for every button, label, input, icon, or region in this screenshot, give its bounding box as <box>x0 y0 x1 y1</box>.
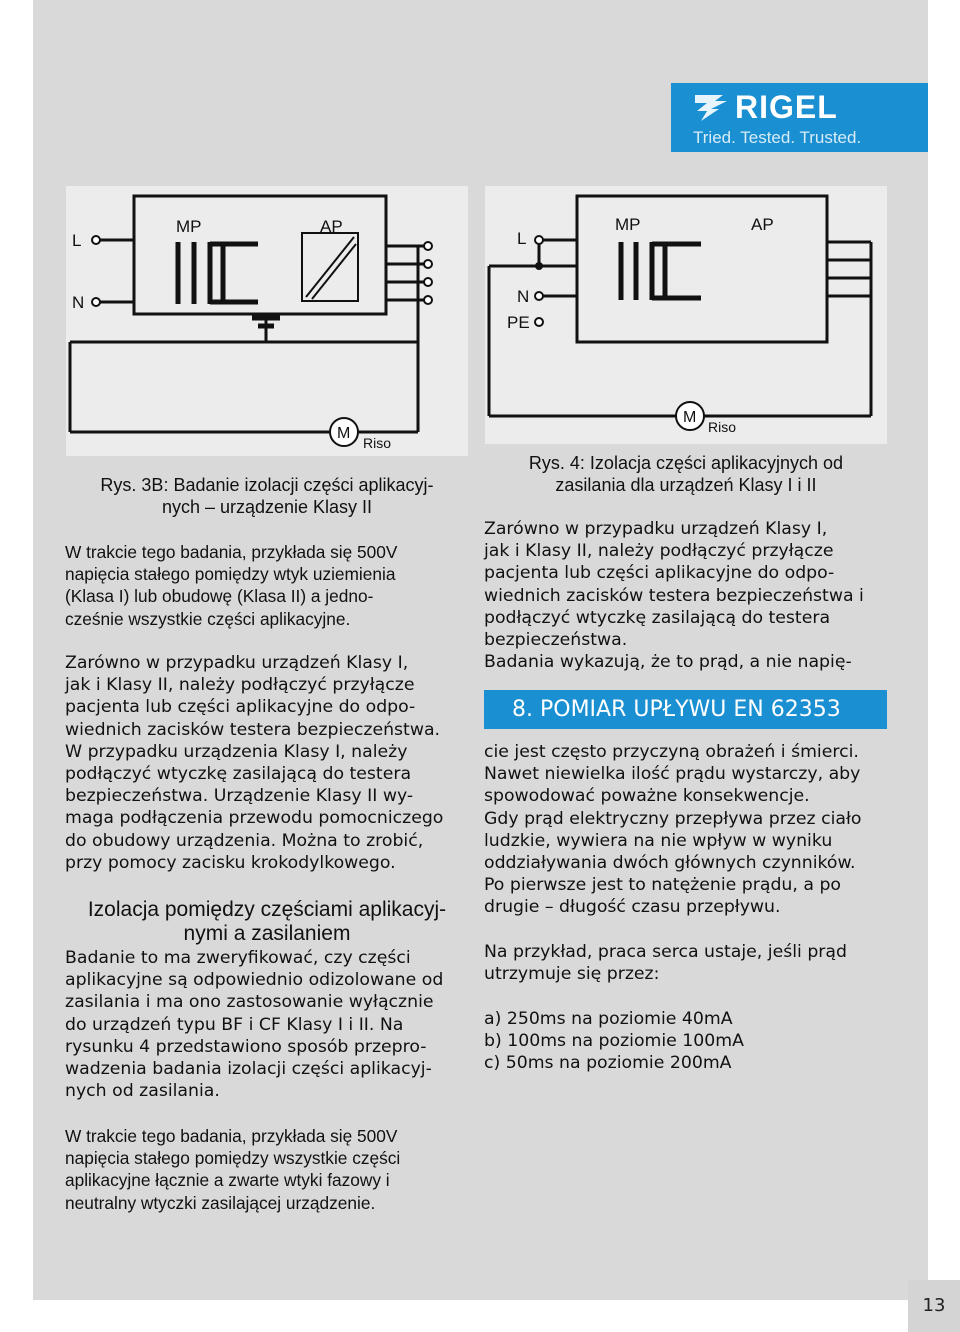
text-line: utrzymuje się przez: <box>484 964 660 985</box>
page-number: 13 <box>922 1295 946 1316</box>
fig4-label-m: M <box>683 409 697 426</box>
text-line: Na przykład, praca serca ustaje, jeśli prąd <box>484 942 847 962</box>
text-line: neutralny wtyczki zasilającej urządzenie. <box>65 1192 376 1213</box>
section-title-bar <box>484 690 887 729</box>
text-line: Nawet niewielka ilość prądu wystarczy, aby <box>484 764 861 785</box>
text-line: jak i Klasy II, należy podłączyć przyłącze <box>484 541 834 562</box>
fig4-label-riso: Riso <box>708 419 737 435</box>
figure-3b-diagram <box>66 186 468 456</box>
left-paragraph-4 <box>65 1125 400 1214</box>
text-line: aplikacyjne łącznie a zwarte wtyki fazowy i <box>65 1170 390 1191</box>
text-line: napięcia stałego pomiędzy wszystkie części <box>65 1148 401 1169</box>
text-line: przy pomocy zacisku krokodylkowego. <box>65 852 396 873</box>
text-line: W trakcie tego badania, przykłada się 500V <box>65 1126 398 1146</box>
text-line: podłączyć wtyczkę zasilającą do testera <box>484 607 831 628</box>
text-line: Zarówno w przypadku urządzeń Klasy I, <box>484 519 828 539</box>
right-paragraph-2 <box>484 741 861 919</box>
caption-line: zasilania dla urządzeń Klasy I i II <box>555 475 817 496</box>
text-line: (Klasa I) lub obudowę (Klasa II) a jedno- <box>65 586 374 607</box>
page-number-box <box>908 1280 960 1332</box>
list-item: c) 50ms na poziomie 200mA <box>484 1053 732 1074</box>
text-line: Badanie to ma zweryfikować, czy części <box>65 948 411 968</box>
text-line: nych od zasilania. <box>65 1081 220 1102</box>
text-line: cie jest często przyczyną obrażeń i śmierci. <box>484 742 859 762</box>
fig3b-label-n: N <box>72 293 85 312</box>
fig3b-label-riso: Riso <box>363 435 392 451</box>
text-line: napięcia stałego pomiędzy wtyk uziemienia <box>65 564 396 585</box>
right-list <box>484 1008 744 1075</box>
section-title: 8. POMIAR UPŁYWU EN 62353 <box>512 697 841 722</box>
text-line: do obudowy urządzenia. Można to zrobić, <box>65 830 424 851</box>
left-paragraph-1 <box>65 541 397 630</box>
caption-line: nych – urządzenie Klasy II <box>161 497 373 518</box>
text-line: oddziaływania dwóch głównych czynników. <box>484 853 856 874</box>
figure-4-diagram <box>485 186 887 444</box>
text-line: aplikacyjne są odpowiednio odizolowane od <box>65 970 444 991</box>
text-line: Gdy prąd elektryczny przepływa przez ciało <box>484 808 862 829</box>
figure-3b-caption <box>66 474 468 518</box>
left-paragraph-2 <box>65 652 443 874</box>
text-line: cześnie wszystkie części aplikacyjne. <box>65 608 351 629</box>
right-paragraph-3 <box>484 941 847 985</box>
fig4-label-ap: AP <box>751 215 774 234</box>
caption-line: Rys. 4: Izolacja części aplikacyjnych od <box>528 453 844 473</box>
rigel-bird-icon <box>693 91 729 123</box>
heading-line: Izolacja pomiędzy częściami aplikacyj- <box>87 898 447 921</box>
fig3b-label-l: L <box>72 231 82 250</box>
text-line: W przypadku urządzenia Klasy I, należy <box>65 741 408 762</box>
text-line: zasilania i ma ono zastosowanie wyłącznie <box>65 992 434 1013</box>
rigel-logo <box>671 83 928 152</box>
fig4-label-mp: MP <box>615 215 641 234</box>
caption-line: Rys. 3B: Badanie izolacji części aplikacyj- <box>100 475 434 495</box>
heading-line: nymi a zasilaniem <box>183 922 351 945</box>
text-line: spowodować poważne konsekwencje. <box>484 786 810 807</box>
text-line: Badania wykazują, że to prąd, a nie napię- <box>484 652 852 673</box>
fig4-label-l: L <box>517 229 527 248</box>
fig3b-label-mp: MP <box>176 217 202 236</box>
text-line: bezpieczeństwa. <box>484 630 628 651</box>
text-line: wiednich zacisków testera bezpieczeństwa i <box>484 585 864 606</box>
text-line: Zarówno w przypadku urządzeń Klasy I, <box>65 653 409 673</box>
fig3b-label-ap: AP <box>320 217 343 236</box>
right-paragraph-1 <box>484 518 864 673</box>
figure-4-caption <box>485 452 887 496</box>
text-line: pacjenta lub części aplikacyjne do odpo- <box>65 697 416 718</box>
logo-tagline: Tried. Tested. Trusted. <box>693 128 862 147</box>
text-line: Po pierwsze jest to natężenie prądu, a po <box>484 875 841 896</box>
text-line: wadzenia badania izolacji części aplikacyj- <box>65 1059 432 1080</box>
list-item: b) 100ms na poziomie 100mA <box>484 1031 744 1052</box>
section-heading-isolation <box>66 898 468 946</box>
list-item: a) 250ms na poziomie 40mA <box>484 1009 733 1029</box>
text-line: bezpieczeństwa. Urządzenie Klasy II wy- <box>65 786 414 807</box>
text-line: ludzkie, wywiera na nie wpływ w wyniku <box>484 830 833 851</box>
text-line: pacjenta lub części aplikacyjne do odpo- <box>484 563 835 584</box>
text-line: W trakcie tego badania, przykłada się 500V <box>65 542 398 562</box>
text-line: podłączyć wtyczkę zasilającą do testera <box>65 764 412 785</box>
text-line: drugie – długość czasu przepływu. <box>484 897 781 918</box>
text-line: jak i Klasy II, należy podłączyć przyłącze <box>65 675 415 696</box>
text-line: wiednich zacisków testera bezpieczeństwa. <box>65 719 441 740</box>
fig3b-label-m: M <box>337 425 351 442</box>
text-line: do urządzeń typu BF i CF Klasy I i II. Na <box>65 1014 404 1035</box>
text-line: maga podłączenia przewodu pomocniczego <box>65 808 444 829</box>
fig4-label-pe: PE <box>507 313 530 332</box>
text-line: rysunku 4 przedstawiono sposób przepro- <box>65 1036 427 1057</box>
fig4-label-n: N <box>517 287 530 306</box>
left-paragraph-3 <box>65 947 443 1102</box>
logo-brand: RIGEL <box>735 89 838 125</box>
